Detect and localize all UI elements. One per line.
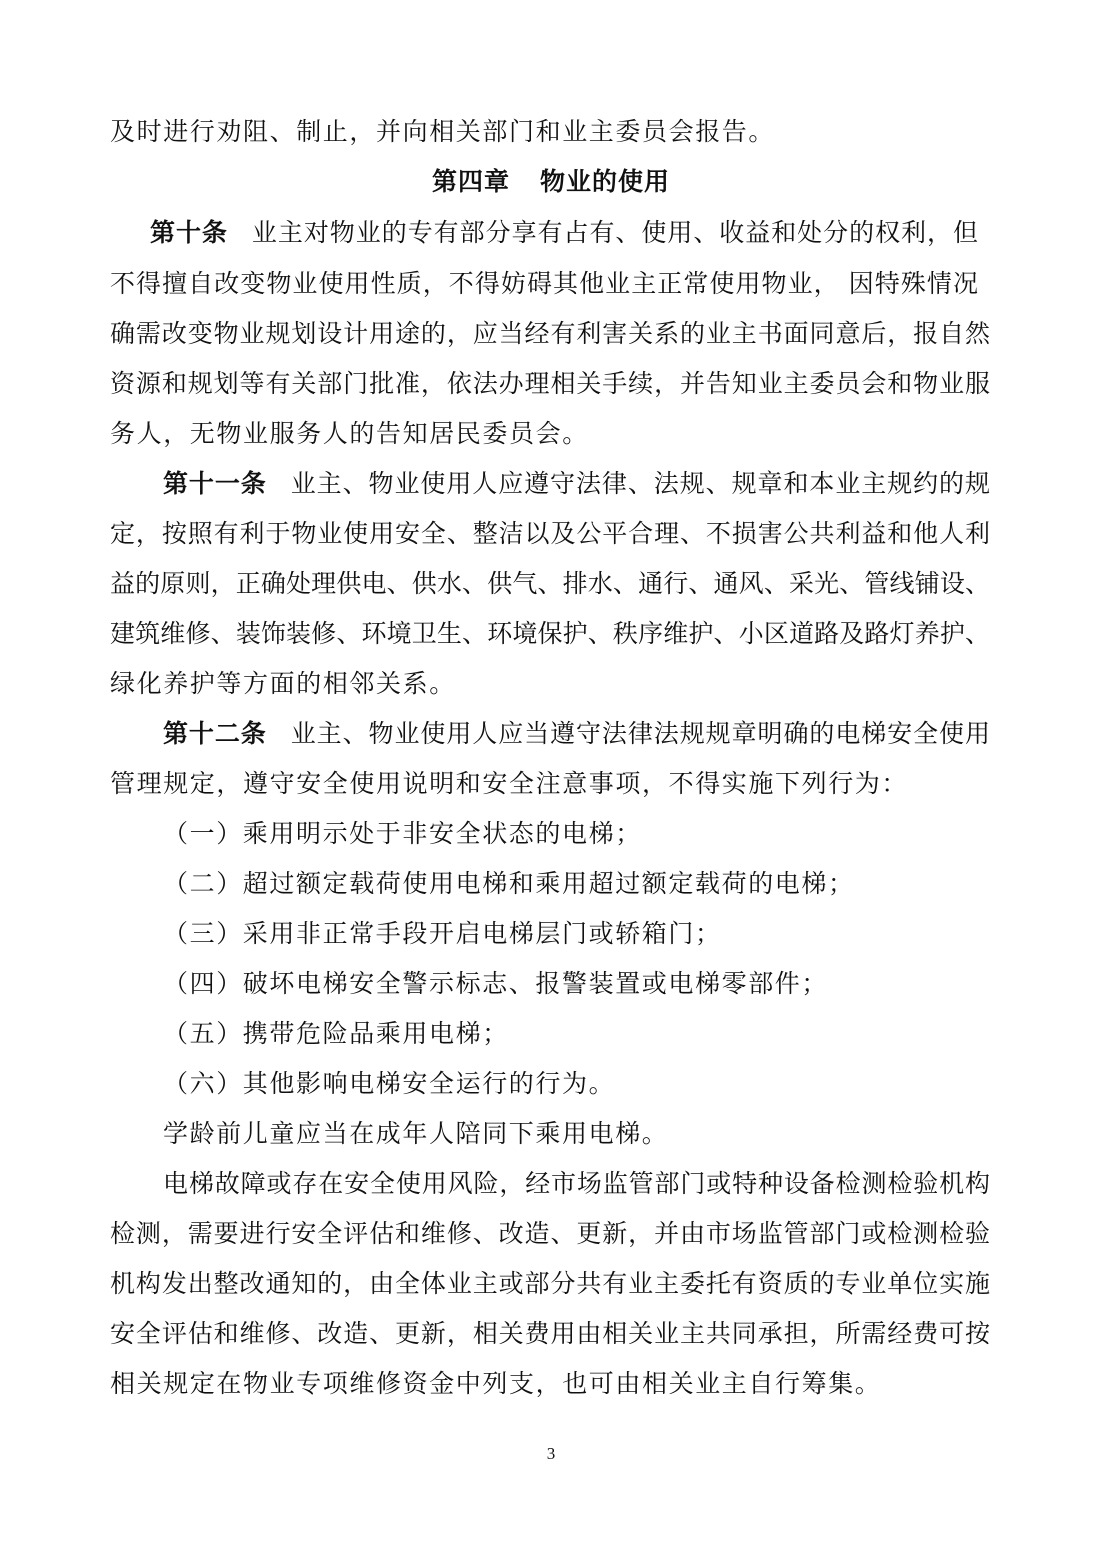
chapter-number: 第四章 xyxy=(431,167,510,196)
page-number: 3 xyxy=(546,1444,556,1463)
list-item: （二）超过额定载荷使用电梯和乘用超过额定载荷的电梯； xyxy=(163,869,855,898)
article-11-line: 定，按照有利于物业使用安全、整洁以及公平合理、不损害公共利益和他人利 xyxy=(110,519,990,548)
list-item: （六）其他影响电梯安全运行的行为。 xyxy=(163,1069,616,1098)
article-10-line: 确需改变物业规划设计用途的，应当经有利害关系的业主书面同意后，报自然 xyxy=(110,319,990,348)
article-label: 第十二条 xyxy=(163,719,267,748)
article-label: 第十一条 xyxy=(163,469,267,498)
article-10-first-line xyxy=(150,217,978,251)
continuation-line: 及时进行劝阻、制止，并向相关部门和业主委员会报告。 xyxy=(110,117,776,146)
article-12-final-line: 机构发出整改通知的，由全体业主或部分共有业主委托有资质的专业单位实施 xyxy=(110,1269,990,1298)
list-item: （三）采用非正常手段开启电梯层门或轿箱门； xyxy=(163,919,722,948)
article-text: 业主对物业的专有部分享有占有、使用、收益和处分的权利，但 xyxy=(251,218,978,247)
article-12-final-first-line: 电梯故障或存在安全使用风险，经市场监管部门或特种设备检测检验机构 xyxy=(163,1169,990,1198)
article-11-line: 益的原则，正确处理供电、供水、供气、排水、通行、通风、采光、管线铺设、 xyxy=(110,569,990,598)
chapter-title: 物业的使用 xyxy=(540,167,671,196)
article-text: 业主、物业使用人应当遵守法律法规规章明确的电梯安全使用 xyxy=(290,719,990,748)
article-10-line: 资源和规划等有关部门批准，依法办理相关手续，并告知业主委员会和物业服 xyxy=(110,369,990,398)
list-item: （一）乘用明示处于非安全状态的电梯； xyxy=(163,819,642,848)
article-10-line: 不得擅自改变物业使用性质，不得妨碍其他业主正常使用物业， 因特殊情况 xyxy=(110,269,978,298)
article-11-first-line xyxy=(163,468,990,502)
article-label: 第十条 xyxy=(150,218,228,247)
article-10-line: 务人，无物业服务人的告知居民委员会。 xyxy=(110,419,589,448)
article-12-final-line: 安全评估和维修、改造、更新，相关费用由相关业主共同承担，所需经费可按 xyxy=(110,1319,990,1348)
article-11-line: 绿化养护等方面的相邻关系。 xyxy=(110,669,456,698)
article-text: 业主、物业使用人应遵守法律、法规、规章和本业主规约的规 xyxy=(290,469,990,498)
list-item: （四）破坏电梯安全警示标志、报警装置或电梯零部件； xyxy=(163,969,829,998)
article-12-line: 管理规定，遵守安全使用说明和安全注意事项，不得实施下列行为： xyxy=(110,769,909,798)
chapter-heading xyxy=(0,166,1102,198)
article-12-final-line: 相关规定在物业专项维修资金中列支，也可由相关业主自行筹集。 xyxy=(110,1369,882,1398)
article-12-note: 学龄前儿童应当在成年人陪同下乘用电梯。 xyxy=(163,1119,669,1148)
article-12-first-line xyxy=(163,718,990,752)
article-11-line: 建筑维修、装饰装修、环境卫生、环境保护、秩序维护、小区道路及路灯养护、 xyxy=(110,619,990,648)
article-12-final-line: 检测，需要进行安全评估和维修、改造、更新，并由市场监管部门或检测检验 xyxy=(110,1219,990,1248)
list-item: （五）携带危险品乘用电梯； xyxy=(163,1019,509,1048)
